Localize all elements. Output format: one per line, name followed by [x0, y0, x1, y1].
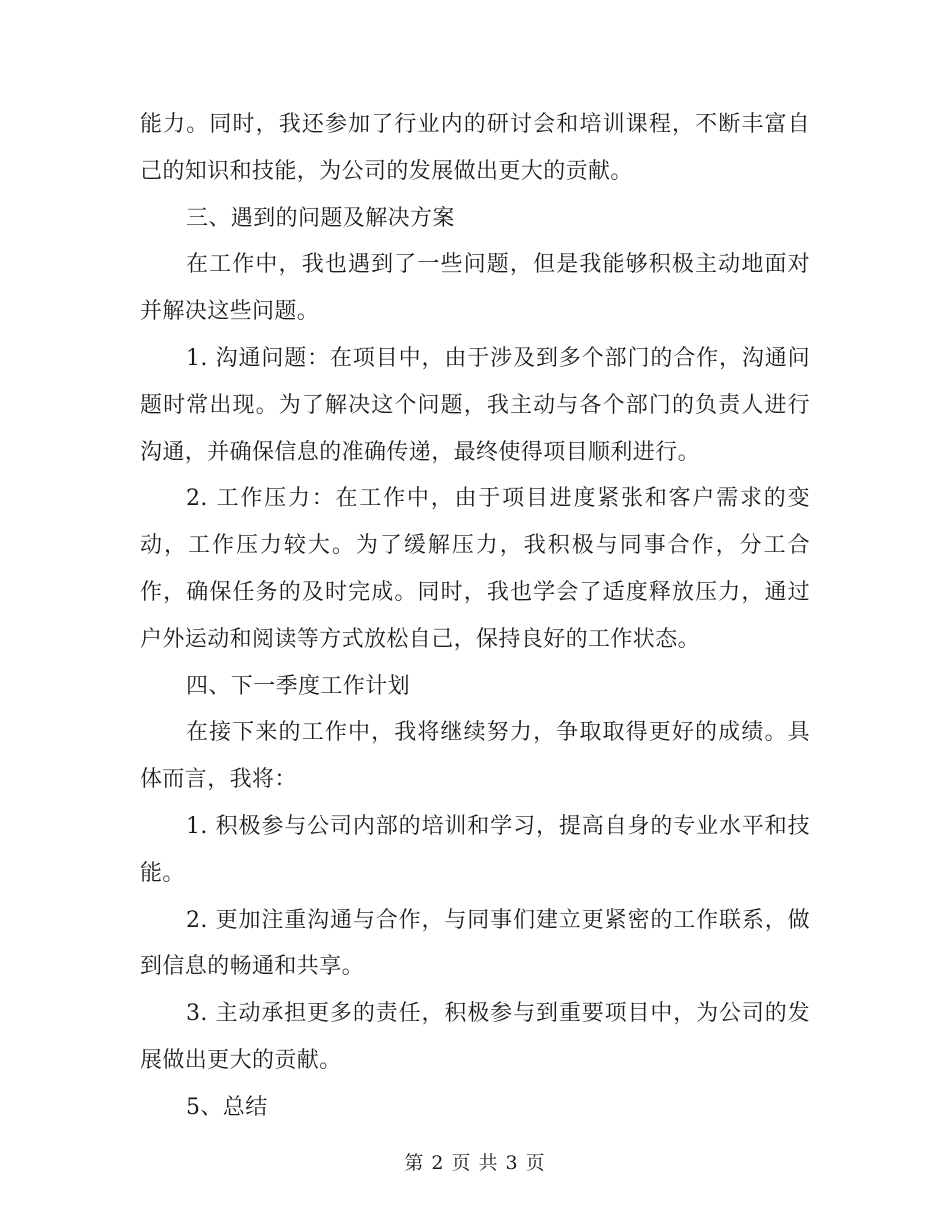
list-item-communication: 1. 沟通问题：在项目中，由于涉及到多个部门的合作，沟通问题时常出现。为了解决这个问题，我主动与各个部门的负责人进行沟通，并确保信息的准确传递，最终使得项目顺利进行。	[140, 345, 810, 465]
plan-item-3: 3. 主动承担更多的责任，积极参与到重要项目中，为公司的发展做出更大的贡献。	[140, 1001, 810, 1073]
paragraph-3: 在工作中，我也遇到了一些问题，但是我能够积极主动地面对并解决这些问题。	[140, 252, 810, 325]
document-body	[140, 102, 810, 1132]
list-item-work-pressure: 2. 工作压力：在工作中，由于项目进度紧张和客户需求的变动，工作压力较大。为了缓解压力，我积极与同事合作，分工合作，确保任务的及时完成。同时，我也学会了适度释放压力，通过户外运动和阅读等方式放松自己，保持良好的工作状态。	[140, 486, 810, 652]
section-heading-summary: 5、总结	[186, 1094, 268, 1120]
page-number-footer: 第 2 页 共 3 页	[404, 1152, 546, 1174]
section-heading-problems: 三、遇到的问题及解决方案	[186, 205, 455, 231]
plan-item-1: 1. 积极参与公司内部的培训和学习，提高自身的专业水平和技能。	[140, 813, 810, 886]
paragraph-7: 在接下来的工作中，我将继续努力，争取取得更好的成绩。具体而言，我将：	[140, 720, 810, 793]
section-heading-next-quarter: 四、下一季度工作计划	[186, 673, 411, 699]
plan-item-2: 2. 更加注重沟通与合作，与同事们建立更紧密的工作联系，做到信息的畅通和共享。	[140, 907, 810, 980]
paragraph-1: 能力。同时，我还参加了行业内的研讨会和培训课程，不断丰富自己的知识和技能，为公司的发展做出更大的贡献。	[140, 112, 810, 184]
